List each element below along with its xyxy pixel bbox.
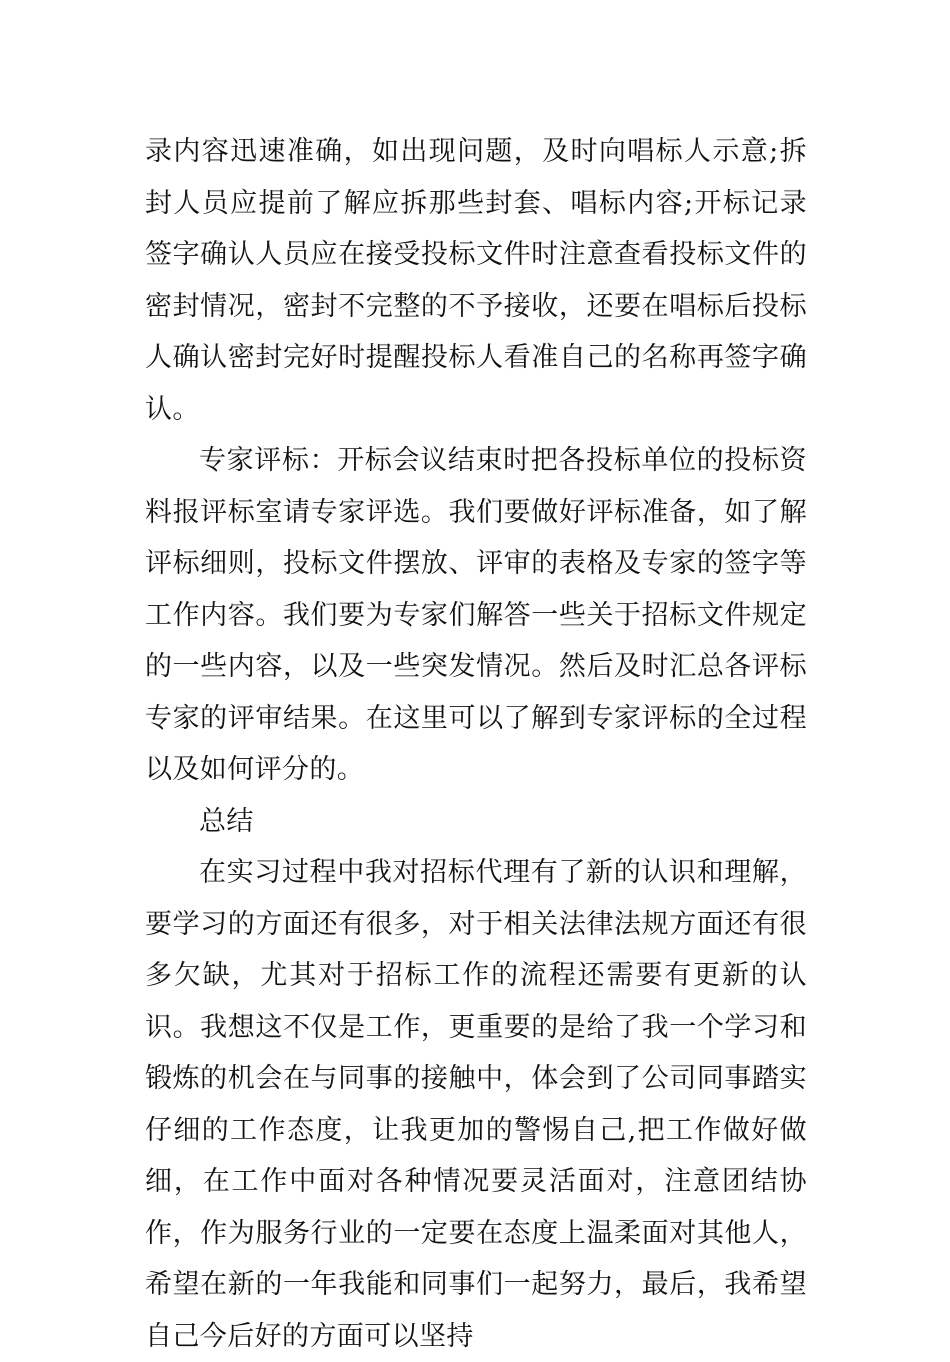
document-body (145, 126, 807, 1362)
section-heading-summary: 总结 (199, 805, 254, 837)
paragraph-expert-evaluation: 专家评标：开标会议结束时把各投标单位的投标资料报评标室请专家评选。我们要做好评标准备，如了解评标细则，投标文件摆放、评审的表格及专家的签字等工作内容。我们要为专家们解答一些关于招标文件规定的一些内容，以及一些突发情况。然后及时汇总各评标专家的评审结果。在这里可以了解到专家评标的全过程以及如何评分的。 (145, 445, 807, 785)
paragraph-summary: 在实习过程中我对招标代理有了新的认识和理解，要学习的方面还有很多，对于相关法律法规方面还有很多欠缺，尤其对于招标工作的流程还需要有更新的认识。我想这不仅是工作，更重要的是给了我一个学习和锻炼的机会在与同事的接触中，体会到了公司同事踏实仔细的工作态度，让我更加的警惕自己,把工作做好做细，在工作中面对各种情况要灵活面对，注意团结协作，作为服务行业的一定要在态度上温柔面对其他人，希望在新的一年我能和同事们一起努力，最后，我希望自己今后好的方面可以坚持 (145, 857, 807, 1352)
paragraph-opening-continuation: 录内容迅速准确，如出现问题，及时向唱标人示意;拆封人员应提前了解应拆那些封套、唱标内容;开标记录签字确认人员应在接受投标文件时注意查看投标文件的密封情况，密封不完整的不予接收，还要在唱标后投标人确认密封完好时提醒投标人看准自己的名称再签字确认。 (145, 136, 807, 425)
